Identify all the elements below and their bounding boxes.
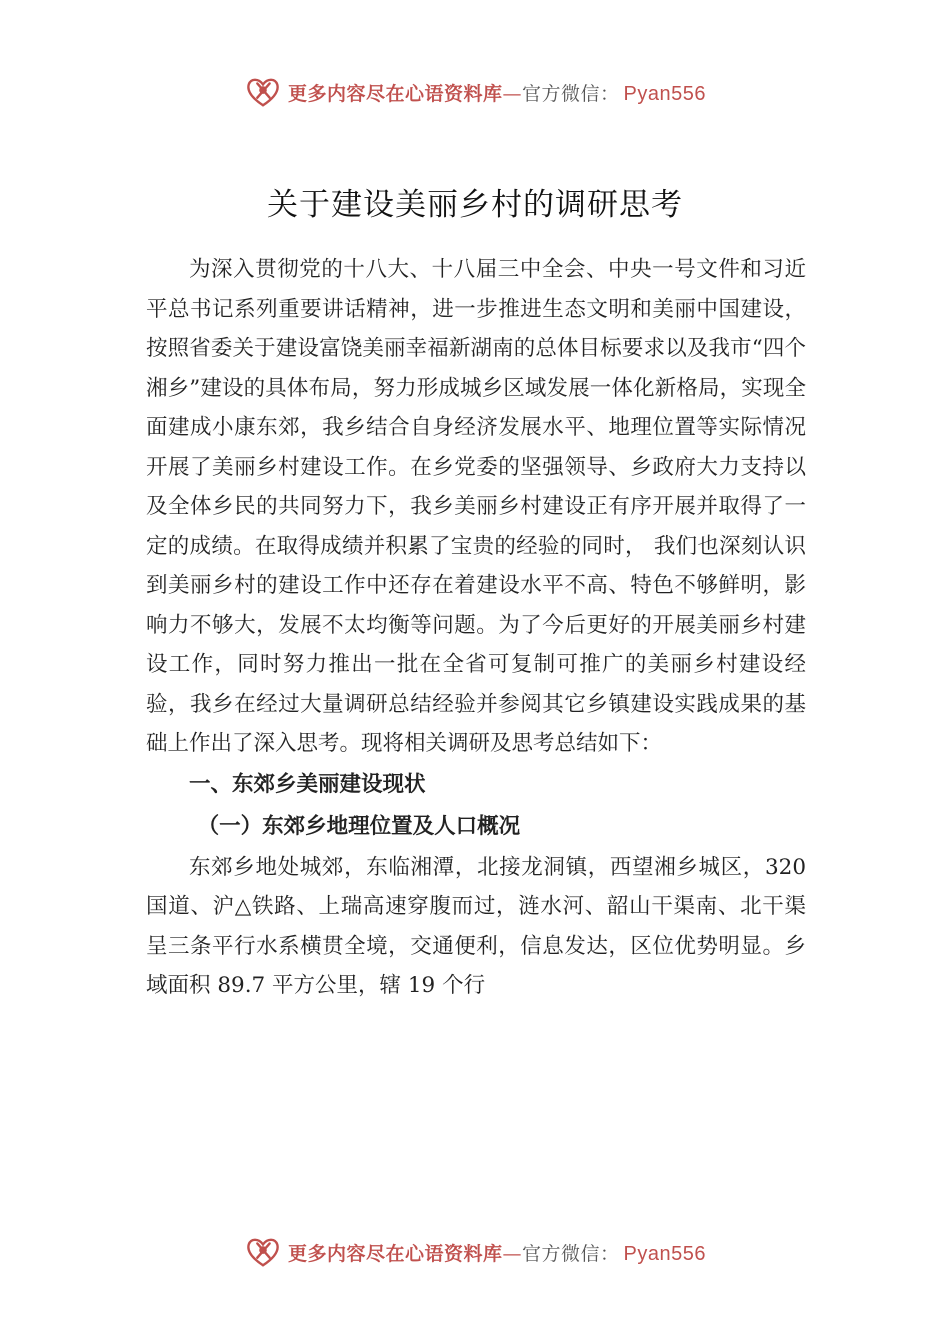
heart-with-cross-logo-icon bbox=[244, 1233, 282, 1271]
footer-wechat-label: 官方微信 bbox=[522, 1242, 601, 1265]
footer-banner bbox=[0, 1232, 950, 1272]
header-banner bbox=[0, 72, 950, 112]
footer-wechat-id: Pyan556 bbox=[623, 1242, 706, 1265]
subsection-1-heading: （一）东郊乡地理位置及人口概况 bbox=[197, 813, 521, 839]
footer-dash: — bbox=[502, 1242, 522, 1265]
heart-with-cross-logo-icon bbox=[244, 73, 282, 111]
footer-banner-text bbox=[288, 1239, 706, 1266]
intro-paragraph: 为深入贯彻党的十八大、十八届三中全会、中央一号文件和习近平总书记系列重要讲话精神，进一步推进生态文明和美丽中国建设，按照省委关于建设富饶美丽幸福新湖南的总体目标要求以及我市“四个湘乡”建设的具体布局，努力形成城乡区域发展一体化新格局，实现全面建成小康东郊，我乡结合自身经济发展水平、地理位置等实际情况开展了美丽乡村建设工作。在乡党委的坚强领导、乡政府大力支持以及全体乡民的共同努力下，我乡美丽乡村建设正有序开展并取得了一定的成绩。在取得成绩并积累了宝贵的经验的同时， 我们也深刻认识到美丽乡村的建设工作中还存在着建设水平不高、特色不够鲜明，影响力不够大，发展不太均衡等问题。为了今后更好的开展美丽乡村建设工作，同时努力推出一批在全省可复制可推广的美丽乡村建设经验，我乡在经过大量调研总结经验并参阅其它乡镇建设实践成果的基础上作出了深入思考。现将相关调研及思考总结如下： bbox=[146, 257, 806, 756]
footer-library-text: 更多内容尽在心语资料库 bbox=[287, 1242, 503, 1265]
section-1-heading: 一、东郊乡美丽建设现状 bbox=[189, 771, 426, 797]
header-library-text: 更多内容尽在心语资料库 bbox=[287, 82, 503, 105]
subsection-1-paragraph: 东郊乡地处城郊，东临湘潭，北接龙洞镇，西望湘乡城区，320 国道、沪△铁路、上瑞高速穿腹而过，涟水河、韶山干渠南、北干渠呈三条平行水系横贯全境，交通便利，信息发达，区位优势明显。乡域面积 89.7 平方公里，辖 19 个行 bbox=[146, 854, 806, 998]
header-wechat-id: Pyan556 bbox=[623, 82, 706, 105]
header-wechat-label: 官方微信 bbox=[522, 82, 601, 105]
document-body bbox=[146, 250, 806, 1006]
header-colon: ： bbox=[600, 82, 620, 105]
document-title: 关于建设美丽乡村的调研思考 bbox=[267, 186, 683, 223]
header-dash: — bbox=[502, 82, 522, 105]
header-banner-text bbox=[288, 79, 706, 106]
footer-colon: ： bbox=[600, 1242, 620, 1265]
